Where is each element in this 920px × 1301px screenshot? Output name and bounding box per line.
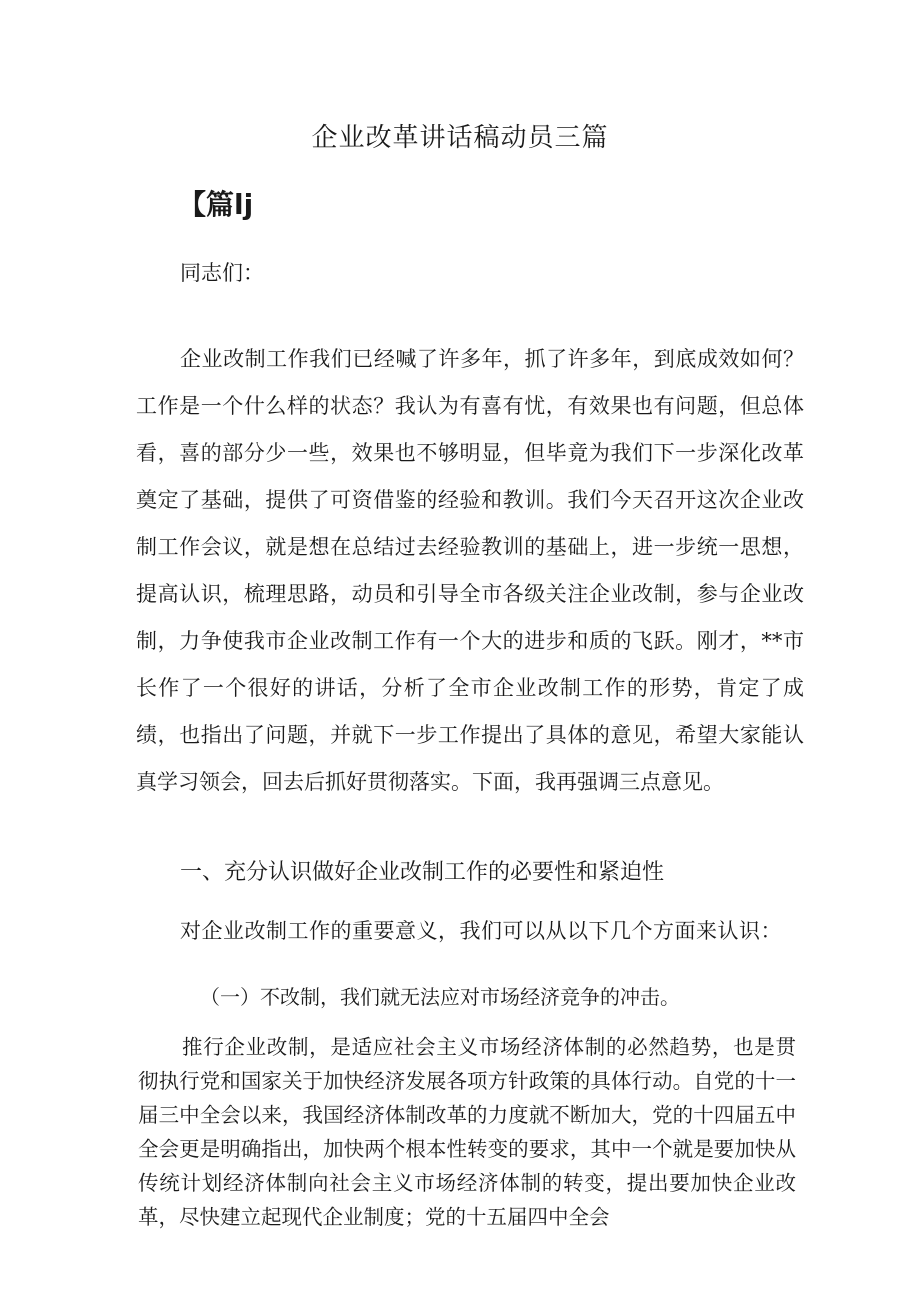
body-paragraph: 推行企业改制，是适应社会主义市场经济体制的必然趋势，也是贯彻执行党和国家关于加快经济发展各项方针政策的具体行动。自党的十一届三中全会以来，我国经济体制改革的力度就不断加大，党的十四届五中全会更是明确指出，加快两个根本性转变的要求，其中一个就是要加快从传统计划经济体制向社会主义市场经济体制的转变，提出要加快企业改革，尽快建立起现代企业制度；党的十五届四中全会 — [138, 1035, 796, 1229]
section-heading: 一、充分认识做好企业改制工作的必要性和紧迫性 — [180, 860, 665, 885]
salutation: 同志们： — [180, 261, 264, 285]
intro-paragraph: 对企业改制工作的重要意义，我们可以从以下几个方面来认识： — [180, 919, 782, 943]
body-paragraph: 企业改制工作我们已经喊了许多年，抓了许多年，到底成效如何？工作是一个什么样的状态？我认为有喜有忧，有效果也有问题，但总体看，喜的部分少一些，效果也不够明显，但毕竟为我们下一步深化改革奠定了基础，提供了可资借鉴的经验和教训。我们今天召开这次企业改制工作会议，就是想在总结过去经验教训的基础上，进一步统一思想，提高认识，梳理思路，动员和引导全市各级关注企业改制，参与企业改制，力争使我市企业改制工作有一个大的进步和质的飞跃。刚才，**市长作了一个很好的讲话，分析了全市企业改制工作的形势，肯定了成绩，也指出了问题，并就下一步工作提出了具体的意见，希望大家能认真学习领会，回去后抓好贯彻落实。下面，我再强调三点意见。 — [136, 347, 804, 794]
subsection-heading: （一）不改制，我们就无法应对市场经济竞争的冲击。 — [200, 985, 680, 1009]
section-marker: 【篇lj — [178, 188, 254, 221]
document-title: 企业改革讲话稿动员三篇 — [311, 123, 609, 153]
